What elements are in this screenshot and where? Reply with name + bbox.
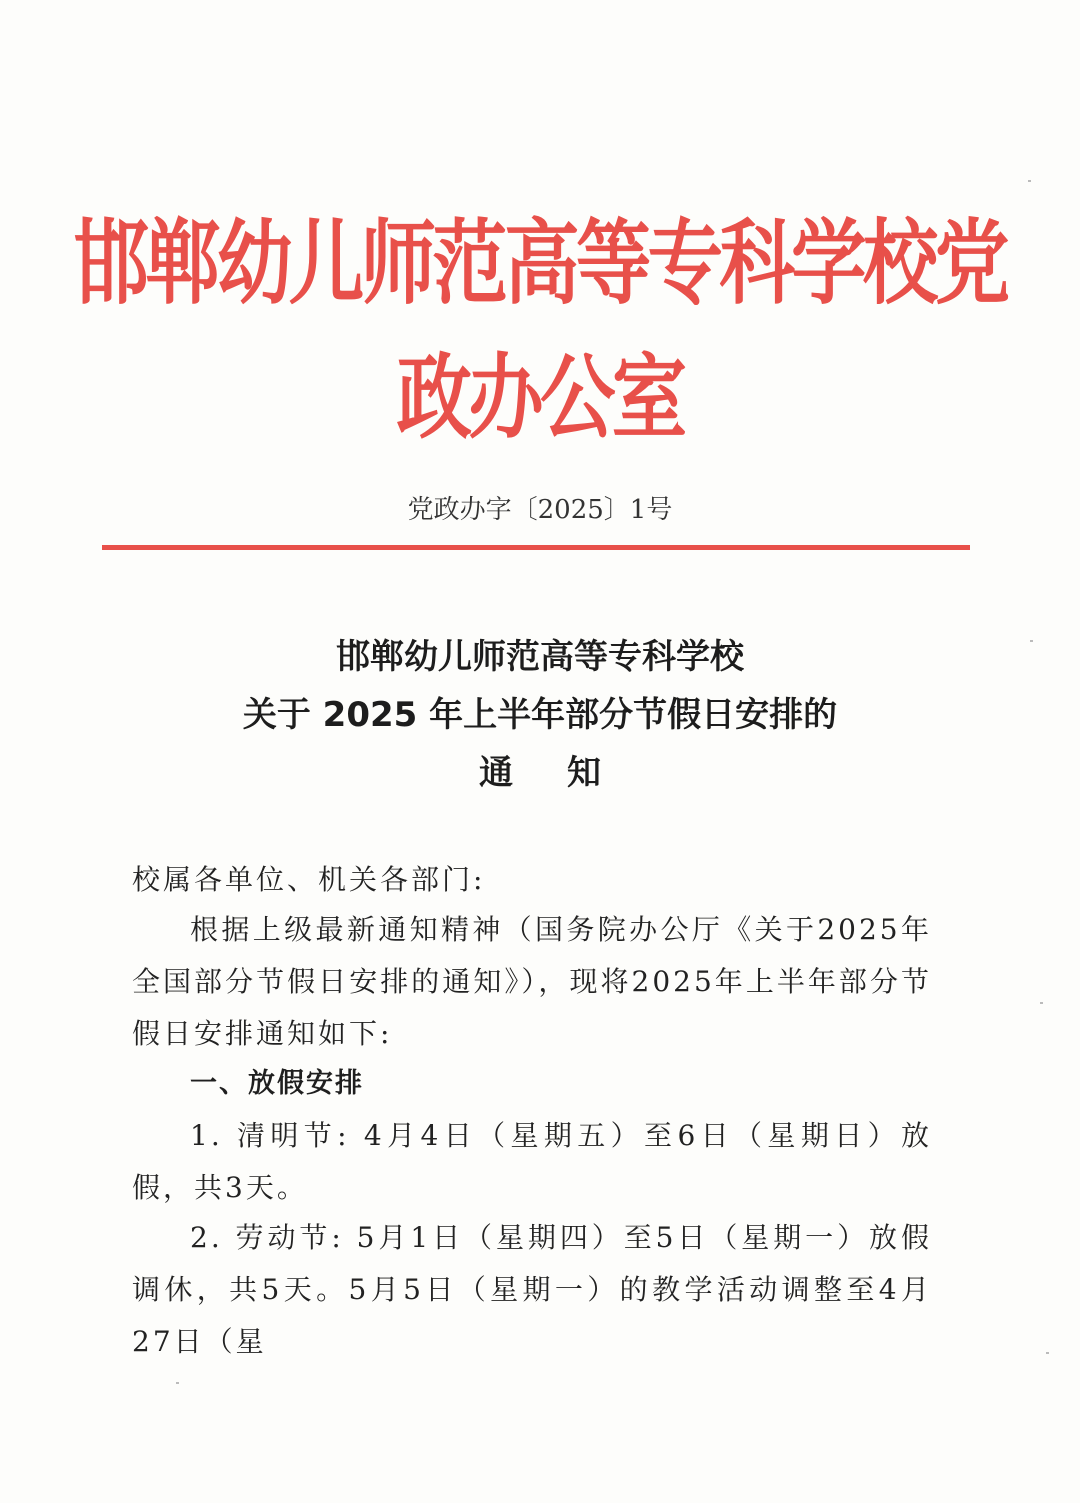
notice-title-line-2: 关于 2025 年上半年部分节假日安排的: [242, 695, 838, 735]
scan-speck: [1030, 640, 1033, 642]
intro-paragraph: 根据上级最新通知精神（国务院办公厅《关于2025年全国部分节假日安排的通知》），现将2025年上半年部分节假日安排通知如下:: [132, 913, 932, 1050]
scan-speck: [1028, 180, 1031, 182]
red-divider-line: [102, 545, 970, 550]
document-number: 党政办字〔2025〕1号: [407, 495, 673, 525]
notice-title-line-3: 通知: [479, 753, 655, 793]
scan-speck: [1040, 1002, 1043, 1004]
item-qingming: 1. 清明节: 4月4日（星期五）至6日（星期日）放假，共3天。: [132, 1119, 932, 1204]
issuing-office-header: 邯郸幼儿师范高等专科学校党政办公室: [73, 211, 1007, 452]
section-heading-holiday-arrangement: 一、放假安排: [190, 1068, 364, 1099]
salutation: 校属各单位、机关各部门:: [132, 863, 486, 896]
item-labor-day: 2. 劳动节: 5月1日（星期四）至5日（星期一）放假调休，共5天。5月5日（星期一）的教学活动调整至4月27日（星: [132, 1221, 932, 1358]
scan-speck: [176, 1382, 179, 1384]
scan-speck: [1046, 1352, 1049, 1354]
notice-title-line-1: 邯郸幼儿师范高等专科学校: [336, 637, 744, 677]
